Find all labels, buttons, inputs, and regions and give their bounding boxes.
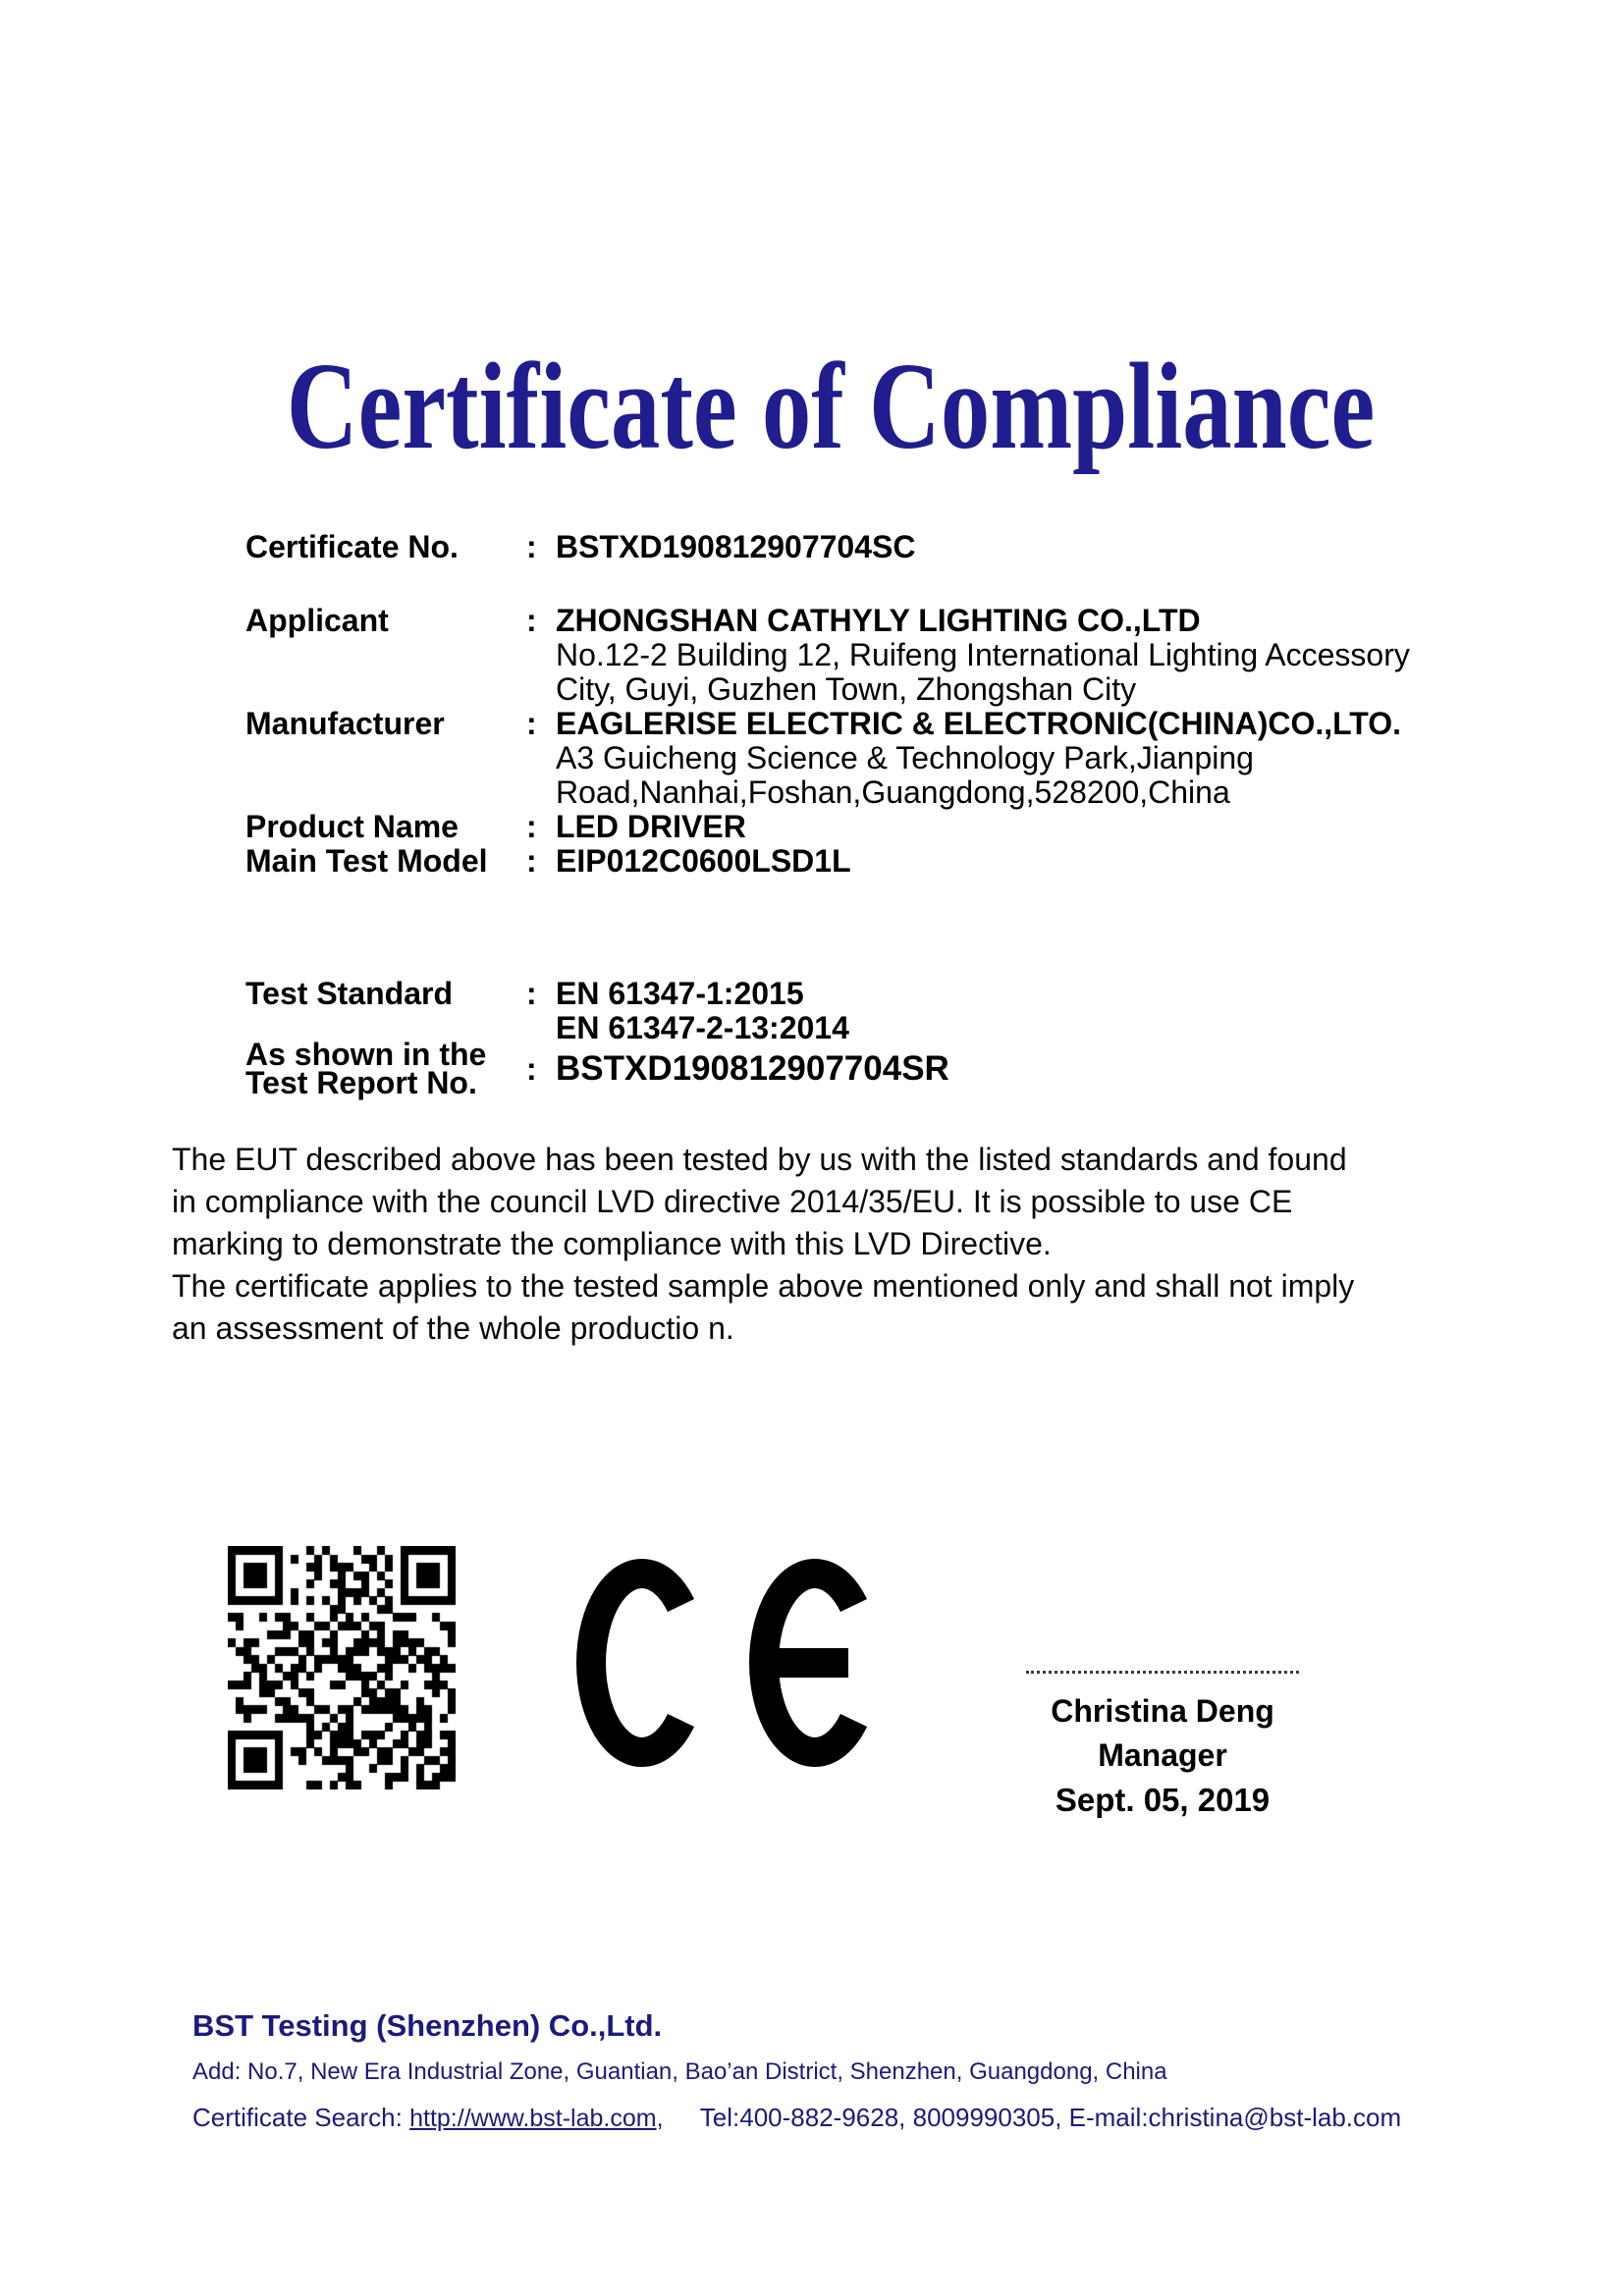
field-label: Product Name [245, 809, 459, 844]
page-title: Certificate of Compliance [286, 339, 1376, 475]
field-label: Test Standard [245, 976, 453, 1011]
signatory-name: Christina Deng [1051, 1693, 1274, 1729]
declaration-line: in compliance with the council LVD directive 2014/35/EU. It is possible to use CE [172, 1184, 1293, 1219]
field-value: EN 61347-1:2015 EN 61347-2-13:2014 [556, 976, 849, 1045]
lab-address: Add: No.7, New Era Industrial Zone, Guantian, Bao’an District, Shenzhen, Guangdong, China [192, 2058, 1167, 2085]
field-value: BSTXD190812907704SC [556, 529, 916, 564]
lab-contact: Tel:400-882-9628, 8009990305, E-mail:christina@bst-lab.com [699, 2103, 1402, 2132]
field-colon: : [526, 843, 537, 879]
field-product-name [245, 810, 1492, 844]
field-value: EAGLERISE ELECTRIC & ELECTRONIC(CHINA)CO.,LTO. A3 Guicheng Science & Technology Park,Jianping Road,Nanhai,Foshan,Guangdong,528200,China [556, 706, 1402, 810]
field-value: LED DRIVER [556, 809, 746, 844]
field-test-report-no [245, 1037, 1492, 1100]
separator: , [656, 2105, 664, 2132]
certificate-search-line [192, 2102, 1401, 2134]
field-value: BSTXD190812907704SR [556, 1049, 949, 1088]
field-colon: : [526, 976, 537, 1011]
field-value: ZHONGSHAN CATHYLY LIGHTING CO.,LTD No.12-2 Building 12, Ruifeng International Lighting Accessory City, Guyi, Guzhen Town, Zhongshan City [556, 603, 1410, 707]
certificate-search-link[interactable]: http://www.bst-lab.com [409, 2105, 657, 2132]
field-colon: : [526, 603, 537, 638]
field-label: Main Test Model [245, 843, 488, 879]
declaration-line: The certificate applies to the tested sample above mentioned only and shall not imply [172, 1268, 1355, 1304]
field-label: Applicant [245, 603, 389, 638]
field-test-standard [245, 977, 1492, 1045]
field-main-test-model [245, 844, 1492, 879]
qr-code-icon [228, 1546, 456, 1789]
field-manufacturer [245, 707, 1492, 810]
signature-dotted-line [1026, 1671, 1299, 1674]
signature-block [996, 1671, 1329, 1822]
declaration-paragraph [172, 1139, 1448, 1350]
field-colon: : [526, 706, 537, 741]
certificate-search-label: Certificate Search: [192, 2103, 403, 2132]
certificate-fields [245, 529, 1492, 1100]
field-applicant [245, 604, 1492, 707]
declaration-line: The EUT described above has been tested by us with the listed standards and found [172, 1142, 1347, 1177]
declaration-line: marking to demonstrate the compliance with this LVD Directive. [172, 1226, 1052, 1261]
field-colon: : [526, 1051, 537, 1087]
field-colon: : [526, 809, 537, 844]
field-label: Manufacturer [245, 706, 445, 741]
field-label: As shown in the Test Report No. [245, 1037, 487, 1100]
signature-date: Sept. 05, 2019 [1055, 1782, 1271, 1818]
declaration-line: an assessment of the whole productio n. [172, 1310, 734, 1346]
ce-mark-icon [576, 1559, 869, 1767]
field-certificate-no [245, 530, 1492, 564]
field-label: Certificate No. [245, 529, 459, 564]
footer [192, 2008, 1401, 2134]
lab-company-name: BST Testing (Shenzhen) Co.,Ltd. [192, 2008, 663, 2043]
signatory-role: Manager [1098, 1737, 1227, 1773]
field-colon: : [526, 529, 537, 564]
field-value: EIP012C0600LSD1L [556, 843, 851, 879]
